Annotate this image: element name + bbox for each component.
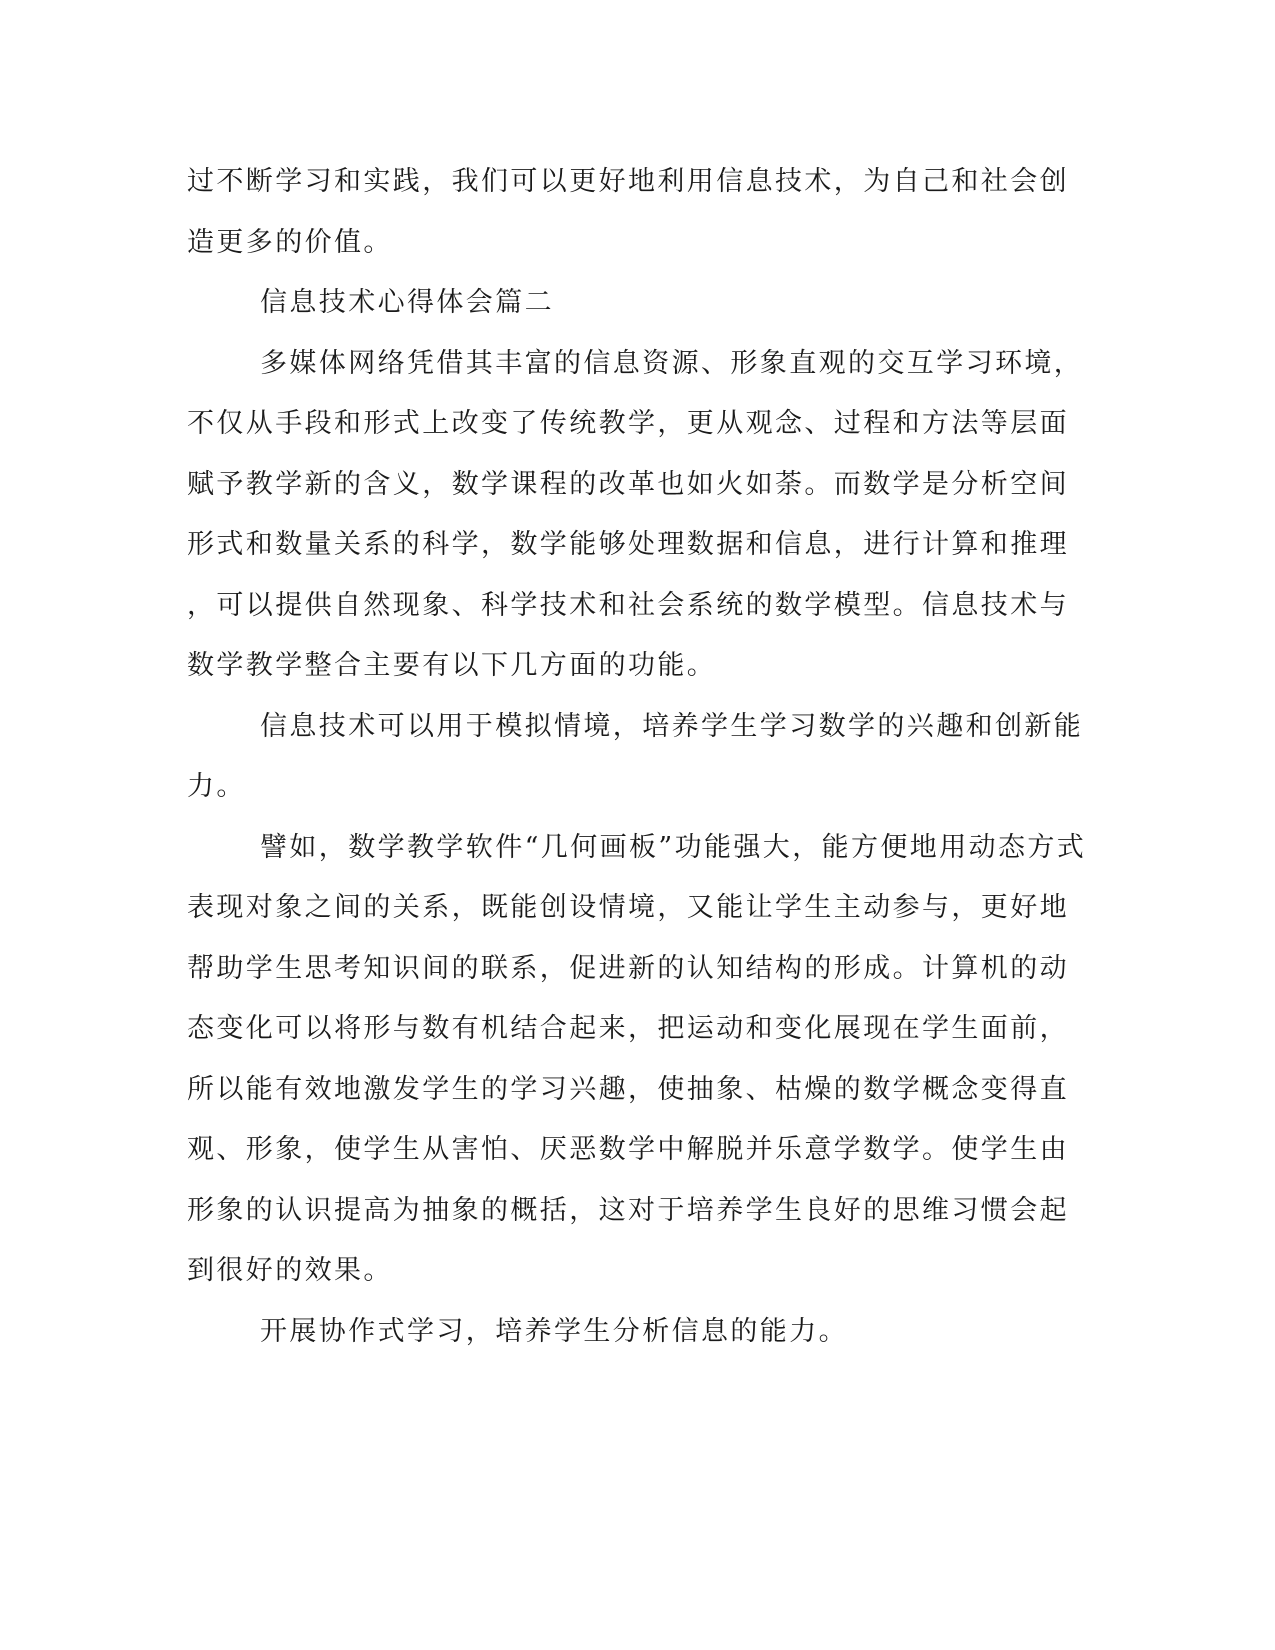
text-line: 过不断学习和实践，我们可以更好地利用信息技术，为自己和社会创 <box>187 166 1069 197</box>
text-line: 数学教学整合主要有以下几方面的功能。 <box>187 650 717 681</box>
text-line: 表现对象之间的关系，既能创设情境，又能让学生主动参与，更好地 <box>187 892 1069 923</box>
text-line: 多媒体网络凭借其丰富的信息资源、形象直观的交互学习环境， <box>260 347 1084 379</box>
text-line: 帮助学生思考知识间的联系，促进新的认知结构的形成。计算机的动 <box>187 952 1069 984</box>
text-line: 到很好的效果。 <box>187 1255 393 1286</box>
text-line: 形象的认识提高为抽象的概括，这对于培养学生良好的思维习惯会起 <box>187 1194 1069 1226</box>
text-line: 观、形象，使学生从害怕、厌恶数学中解脱并乐意学数学。使学生由 <box>187 1134 1069 1165</box>
section-heading: 信息技术心得体会篇二 <box>260 287 554 318</box>
text-line: 所以能有效地激发学生的学习兴趣，使抽象、枯燥的数学概念变得直 <box>187 1073 1069 1105</box>
text-line: 不仅从手段和形式上改变了传统教学，更从观念、过程和方法等层面 <box>187 408 1069 439</box>
text-line: 开展协作式学习，培养学生分析信息的能力。 <box>260 1315 848 1347</box>
text-line: 譬如，数学教学软件“几何画板”功能强大，能方便地用动态方式 <box>260 831 1087 863</box>
text-line: 造更多的价值。 <box>187 226 393 258</box>
text-line: 态变化可以将形与数有机结合起来，把运动和变化展现在学生面前， <box>187 1013 1069 1044</box>
document-body <box>187 152 1087 1362</box>
text-line: 力。 <box>187 771 246 802</box>
text-line: 形式和数量关系的科学，数学能够处理数据和信息，进行计算和推理 <box>187 529 1069 560</box>
text-line: 信息技术可以用于模拟情境，培养学生学习数学的兴趣和创新能 <box>260 710 1084 742</box>
text-line: ，可以提供自然现象、科学技术和社会系统的数学模型。信息技术与 <box>187 589 1069 621</box>
text-line: 赋予教学新的含义，数学课程的改革也如火如荼。而数学是分析空间 <box>187 468 1069 500</box>
